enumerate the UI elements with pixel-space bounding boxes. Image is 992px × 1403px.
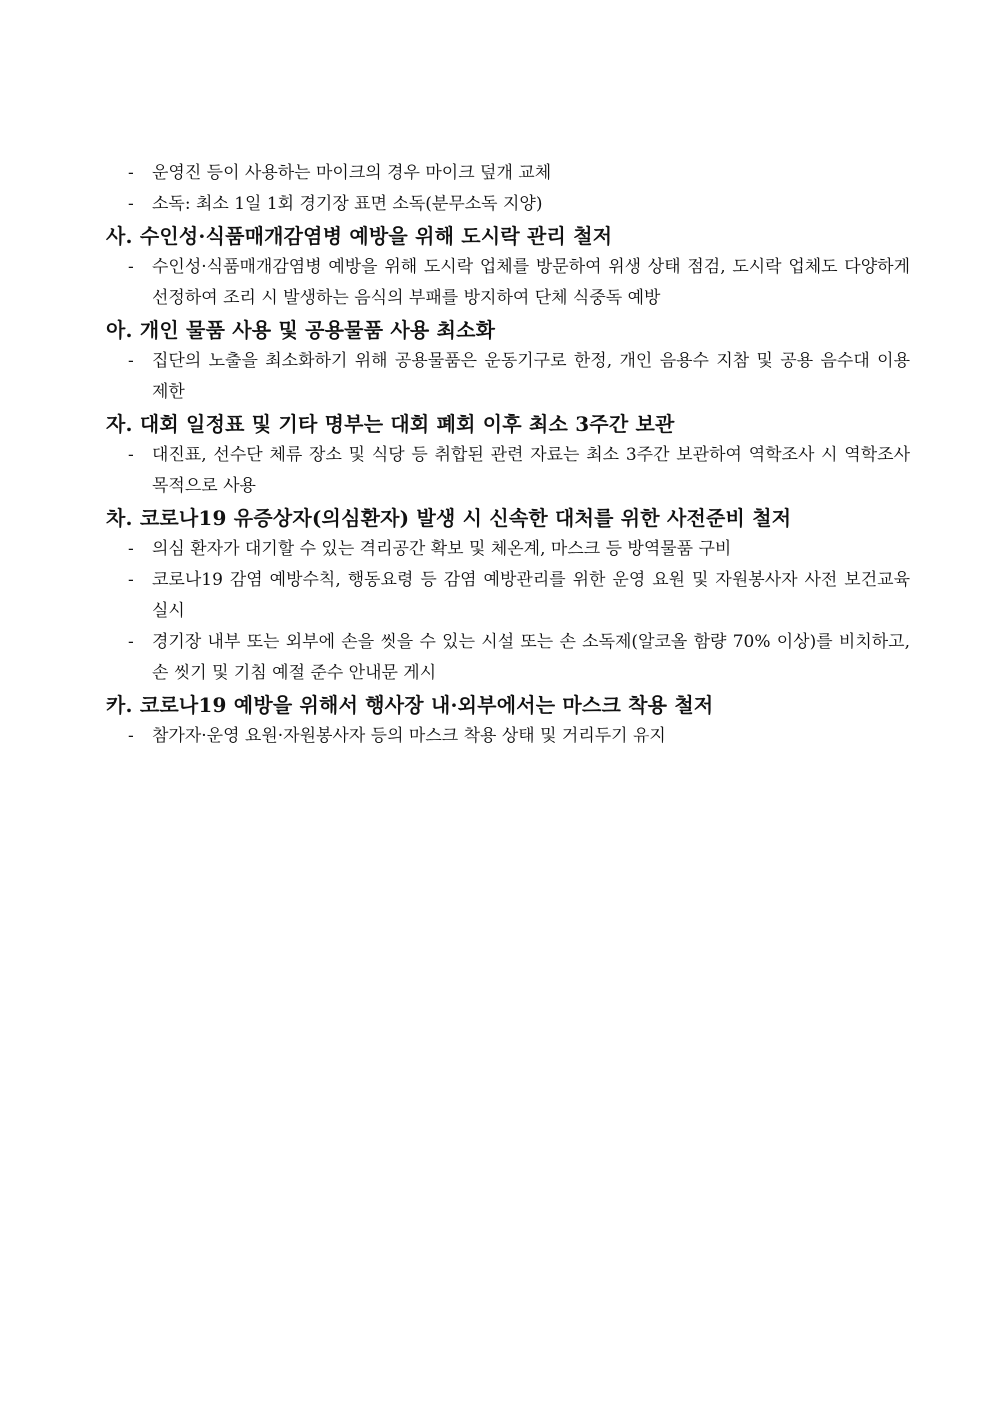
bullet-dash: - <box>128 445 134 465</box>
list-item <box>100 346 910 408</box>
bullet-dash: - <box>128 632 134 652</box>
list-item <box>100 534 910 565</box>
item-text: 운영진 등이 사용하는 마이크의 경우 마이크 덮개 교체 <box>152 163 552 183</box>
section-heading: 아. 개인 물품 사용 및 공용물품 사용 최소화 <box>106 318 496 342</box>
bullet-dash: - <box>128 539 134 559</box>
bullet-dash: - <box>128 351 134 371</box>
list-item <box>100 627 910 689</box>
list-item <box>100 721 910 752</box>
bullet-dash: - <box>128 726 134 746</box>
document-body <box>100 158 910 752</box>
section-heading: 자. 대회 일정표 및 기타 명부는 대회 폐회 이후 최소 3주간 보관 <box>106 412 675 436</box>
list-item <box>100 189 910 220</box>
item-text: 집단의 노출을 최소화하기 위해 공용물품은 운동기구로 한정, 개인 음용수 지참 및 공용 음수대 이용 제한 <box>152 351 910 402</box>
list-item <box>100 565 910 627</box>
list-item <box>100 440 910 502</box>
section-heading: 카. 코로나19 예방을 위해서 행사장 내·외부에서는 마스크 착용 철저 <box>106 693 714 717</box>
item-text: 소독: 최소 1일 1회 경기장 표면 소독(분무소독 지양) <box>152 194 543 214</box>
bullet-dash: - <box>128 570 134 590</box>
bullet-dash: - <box>128 163 134 183</box>
item-text: 경기장 내부 또는 외부에 손을 씻을 수 있는 시설 또는 손 소독제(알코올 함량 70% 이상)를 비치하고, 손 씻기 및 기침 예절 준수 안내문 게시 <box>152 632 910 683</box>
section-heading: 사. 수인성·식품매개감염병 예방을 위해 도시락 관리 철저 <box>106 224 613 248</box>
item-text: 코로나19 감염 예방수칙, 행동요령 등 감염 예방관리를 위한 운영 요원 및 자원봉사자 사전 보건교육 실시 <box>152 570 910 621</box>
item-text: 수인성·식품매개감염병 예방을 위해 도시락 업체를 방문하여 위생 상태 점검, 도시락 업체도 다양하게 선정하여 조리 시 발생하는 음식의 부패를 방지하여 단체 식중독 예방 <box>152 257 910 308</box>
item-text: 의심 환자가 대기할 수 있는 격리공간 확보 및 체온계, 마스크 등 방역물품 구비 <box>152 539 732 559</box>
bullet-dash: - <box>128 194 134 214</box>
bullet-dash: - <box>128 257 134 277</box>
list-item <box>100 252 910 314</box>
item-text: 참가자·운영 요원·자원봉사자 등의 마스크 착용 상태 및 거리두기 유지 <box>152 726 666 746</box>
item-text: 대진표, 선수단 체류 장소 및 식당 등 취합된 관련 자료는 최소 3주간 보관하여 역학조사 시 역학조사 목적으로 사용 <box>152 445 910 496</box>
list-item <box>100 158 910 189</box>
section-heading: 차. 코로나19 유증상자(의심환자) 발생 시 신속한 대처를 위한 사전준비 철저 <box>106 506 792 530</box>
